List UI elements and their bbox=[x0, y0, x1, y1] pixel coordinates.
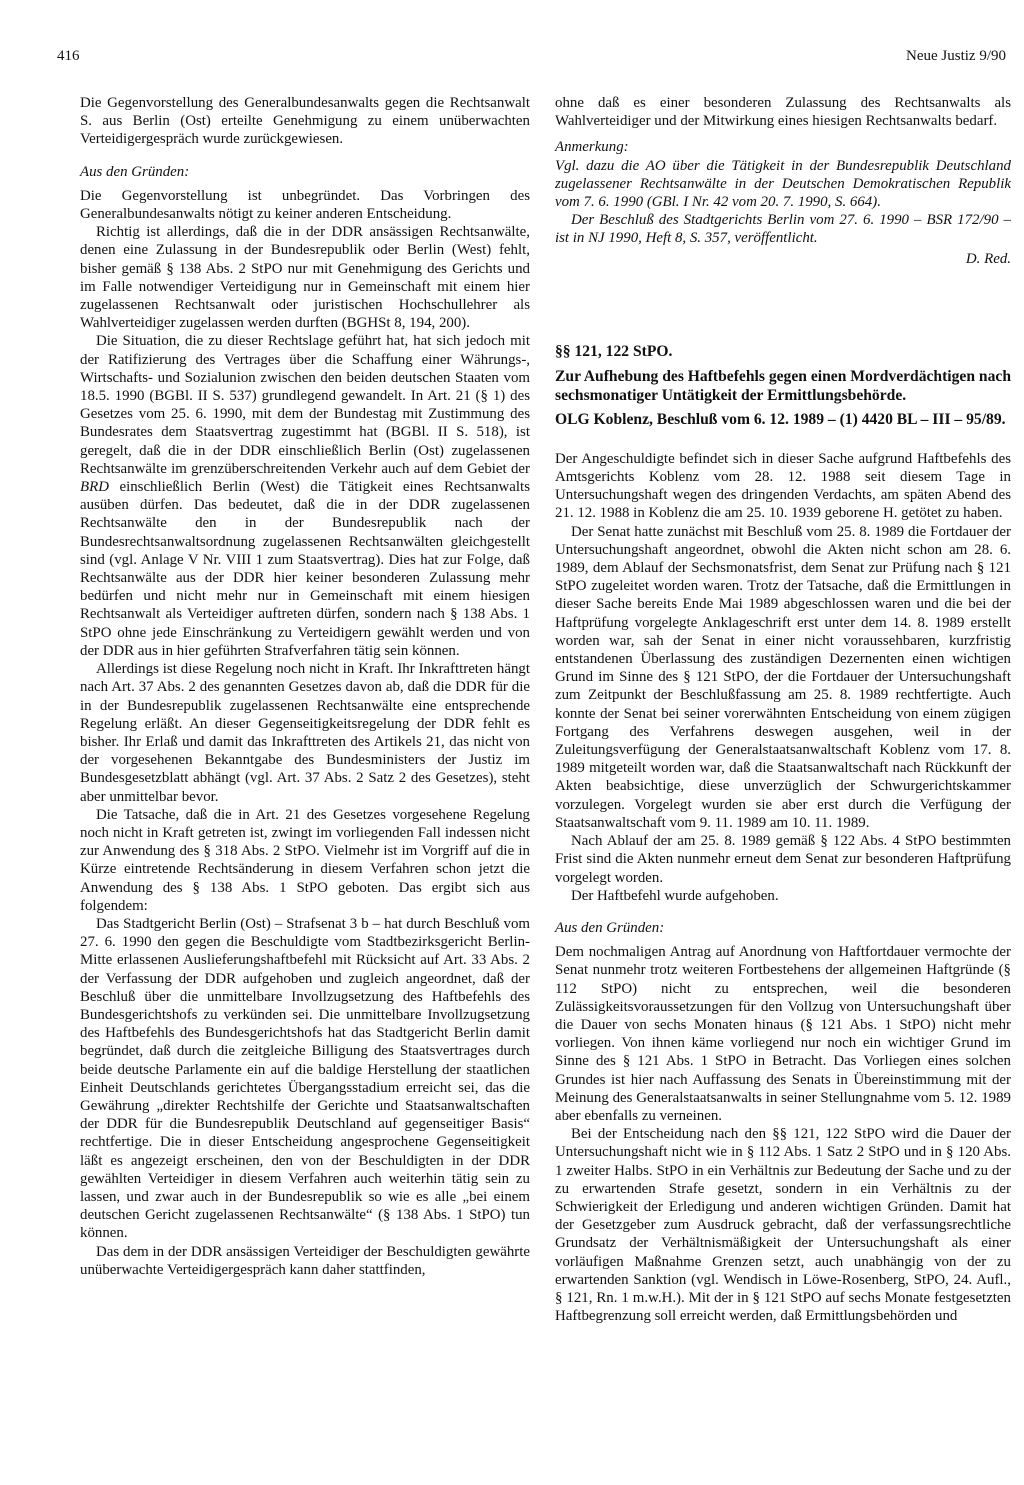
italic-text-run: BRD bbox=[80, 479, 109, 496]
summary-paragraph: Die Gegenvorstellung des Generalbundesanwalts gegen die Rechtsanwalt S. aus Berlin (Ost) erteilte Genehmigung zu einem unüberwachten Verteidigergespräch wurde zurückgewiesen. bbox=[80, 95, 530, 148]
body-paragraph bbox=[80, 332, 530, 660]
body-paragraph: Allerdings ist diese Regelung noch nicht in Kraft. Ihr Inkrafttreten hängt nach Art. 37 Abs. 2 des genannten Gesetzes davon ab, daß die DDR für die in der Bundesrepublik zugelassenen Rechtsanwälte eine entsprechende Regelung erläßt. An dieser Gegenseitigkeitsregelung der DDR fehlt es bisher. Ihr Erlaß und damit das Inkrafttreten des Artikels 21, das nicht von der vorgesehenen Bekanntgabe des Bundesministers der Justiz im Bundesgesetzblatt abhängt (vgl. Art. 37 Abs. 2 Satz 2 des Gesetzes), steht aber unmittelbar bevor. bbox=[80, 661, 530, 805]
body-paragraph: Der Haftbefehl wurde aufgehoben. bbox=[571, 887, 779, 904]
body-paragraph: Die Tatsache, daß die in Art. 21 des Gesetzes vorgesehene Regelung noch nicht in Kraft getreten ist, zwingt im vorliegenden Fall indessen nicht zur Anwendung des § 318 Abs. 2 StPO. Vielmehr ist im Vorgriff auf die in Kürze eintretende Rechtsänderung in diesem Verfahren schon jetzt die Anwendung des § 138 Abs. 1 StPO geboten. Das ergibt sich aus folgendem: bbox=[80, 806, 530, 914]
section-heading-reasons: Aus den Gründen: bbox=[80, 163, 190, 180]
left-column bbox=[80, 94, 530, 1279]
body-paragraph: Bei der Entscheidung nach den §§ 121, 122 StPO wird die Dauer der Untersuchungshaft nicht wie in § 112 Abs. 1 Satz 2 StPO und in § 120 Abs. 1 zweiter Halbs. StPO in ein Verhältnis zur Bedeutung der Sache und zu der zu erwartenden Strafe gesetzt, sondern in ein Verhältnis zu der Schwierigkeit der Erledigung und anderen wichtigen Gründen. Damit hat der Gesetzgeber zum Ausdruck gebracht, daß der verfassungsrechtliche Grundsatz der Verhältnismäßigkeit der Untersuchungshaft als einer vorläufigen Maßnahme Grenzen setzt, auch unabhängig von der zu erwartenden Sanktion (vgl. Wendisch in Löwe-Rosenberg, StPO, 24. Aufl., § 121, Rn. 1 m.w.H.). Mit der in § 121 StPO auf sechs Monate festgesetzten Haftbegrenzung soll erreicht werden, daß Ermittlungsbehörden und bbox=[555, 1126, 1011, 1325]
body-paragraph: Dem nochmaligen Antrag auf Anordnung von Haftfortdauer vermochte der Senat nunmehr trotz weiteren Fortbestehens der allgemeinen Haftgründe (§ 112 StPO) nicht zu entsprechen, weil die besonderen Zulässigkeitsvoraussetzungen für den Vollzug von Untersuchungshaft über die Dauer von sechs Monaten hinaus (§ 121 Abs. 1 StPO) nicht mehr vorliegen. Von ihnen käme vorliegend nur noch ein wichtiger Grund im Sinne des § 121 Abs. 1 StPO in Betracht. Das Vorliegen eines solchen Grundes ist hier nach Auffassung des Senats in Übereinstimmung mit der Meinung des Generalstaatsanwalts in seiner Stellungnahme vom 5. 12. 1989 aber ebenfalls zu verneinen. bbox=[555, 944, 1011, 1124]
case-statute-reference: §§ 121, 122 StPO. bbox=[555, 342, 673, 360]
body-paragraph: Richtig ist allerdings, daß die in der DDR ansässigen Rechtsanwälte, denen eine Zulassung in der Bundesrepublik oder Berlin (West) fehlt, bisher gemäß § 138 Abs. 2 StPO nur mit Genehmigung des Gerichts und im Falle notwendiger Verteidigung nur in Gemeinschaft mit einem hier zugelassenen Rechtsanwalt oder juristischen Hochschullehrer als Wahlverteidiger zugelassen werden durften (BGHSt 8, 194, 200). bbox=[80, 224, 530, 332]
note-paragraph: Vgl. dazu die AO über die Tätigkeit in der Bundesrepublik Deutschland zugelassener Rechtsanwälte in der Deutschen Demokratischen Republik vom 7. 6. 1990 (GBl. I Nr. 42 vom 20. 7. 1990, S. 664). bbox=[555, 157, 1011, 211]
note-heading: Anmerkung: bbox=[555, 139, 629, 156]
page-number: 416 bbox=[57, 48, 80, 64]
editorial-signature: D. Red. bbox=[965, 250, 1011, 267]
case-title: Zur Aufhebung des Haftbefehls gegen einen Mordverdächtigen nach sechsmonatiger Untätigkeit der Ermittlungsbehörde. bbox=[555, 367, 1011, 404]
text-run: Die Situation, die zu dieser Rechtslage geführt hat, hat sich jedoch mit der Ratifizierung des Vertrages über die Schaffung einer Währungs-, Wirtschafts- und Sozialunion zwischen den beiden deutschen Staaten vom 18.5. 1990 (BGBl. II S. 537) grundlegend gewandelt. In Art. 21 (§ 1) des Gesetzes vom 25. 6. 1990, mit dem der Bundestag mit Zustimmung des Bundesrates dem Staatsvertrag zugestimmt hat (BGBl. II S. 518), ist geregelt, daß die in der DDR einschließlich Berlin (Ost) zugelassenen Rechtsanwälte im grenzüberschreitenden Verkehr auch auf dem Gebiet der bbox=[80, 333, 530, 477]
section-heading-reasons: Aus den Gründen: bbox=[555, 919, 665, 936]
body-paragraph: Die Gegenvorstellung ist unbegründet. Das Vorbringen des Generalbundesanwalts nötigt zu keiner anderen Entscheidung. bbox=[80, 187, 530, 223]
note-paragraph: Der Beschluß des Stadtgerichts Berlin vom 27. 6. 1990 – BSR 172/90 – ist in NJ 1990, Heft 8, S. 357, veröffentlicht. bbox=[555, 212, 1011, 247]
case-court-citation: OLG Koblenz, Beschluß vom 6. 12. 1989 – (1) 4420 BL – III – 95/89. bbox=[555, 410, 1006, 428]
body-paragraph: Der Angeschuldigte befindet sich in dieser Sache aufgrund Haftbefehls des Amtsgerichts Koblenz vom 28. 12. 1988 seit diesem Tage in Untersuchungshaft wegen des dringenden Verdachts, am späten Abend des 21. 12. 1988 in Koblenz die am 25. 10. 1939 geborene H. getötet zu haben. bbox=[555, 450, 1011, 522]
journal-issue: Neue Justiz 9/90 bbox=[906, 48, 1006, 64]
editorial-note bbox=[555, 157, 1011, 248]
body-paragraph: Der Senat hatte zunächst mit Beschluß vom 25. 8. 1989 die Fortdauer der Untersuchungshaft angeordnet, obwohl die Akten nicht schon am 28. 6. 1989, dem Ablauf der Sechsmonatsfrist, dem Senat zur Prüfung nach § 121 StPO zugeleitet worden waren. Trotz der Tatsache, daß die Ermittlungen in dieser Sache bereits Ende Mai 1989 abgeschlossen waren und die bei der Haftprüfung vorgelegte Anklageschrift erst unter dem 14. 8. 1989 erstellt worden war, sah der Senat in einer nicht voraussehbaren, kurzfristig entstandenen Überlassung des zuständigen Dezernenten einen wichtigen Grund im Sinne des § 121 StPO, der die Fortdauer der Untersuchungshaft zum Zeitpunkt der Beschlußfassung am 25. 8. 1989 rechtfertigte. Auch konnte der Senat bei seiner vorerwähnten Entscheidung von einem zügigen Fortgang des Verfahrens deswegen ausgehen, weil in der Zuleitungsverfügung der Generalstaatsanwaltschaft Koblenz vom 17. 8. 1989 mitgeteilt worden war, daß die Staatsanwaltschaft nach Rückkunft der Akten beabsichtige, diese unverzüglich der Schwurgerichtskammer vorzulegen. Vorgelegt wurden sie aber erst durch die Verfügung der Staatsanwaltschaft vom 9. 11. 1989 am 10. 11. 1989. bbox=[555, 523, 1011, 831]
page-header bbox=[57, 48, 1006, 70]
body-paragraph: Das Stadtgericht Berlin (Ost) – Strafsenat 3 b – hat durch Beschluß vom 27. 6. 1990 den gegen die Beschuldigte vom Stadtbezirksgericht Berlin-Mitte erlassenen Auslieferungshaftbefehl mit Rücksicht auf Art. 33 Abs. 2 der Verfassung der DDR aufgehoben und zugleich angeordnet, daß der Beschluß über die unmittelbare Invollzugsetzung des Haftbefehls des Bundesgerichtshofs zu verkünden sei. Die unmittelbare Invollzugsetzung des Haftbefehls des Bundesgerichtshofs hat das Stadtgericht Berlin damit begründet, daß durch die zeitgleiche Billigung des Staatsvertrages durch beide deutsche Parlamente ein auf die baldige Herstellung der staatlichen Einheit Deutschlands gerichtetes Übergangsstadium erreicht sei, das die Gewährung „direkter Rechtshilfe der Gerichte und Staatsanwaltschaften der DDR für die Bundesrepublik Deutschland auf gegenseitiger Basis“ rechtfertige. Die in dieser Entscheidung angesprochene Gegenseitigkeit läßt es angezeigt erscheinen, den von der Beschuldigten in der DDR gewählten Verteidiger in diesem Verfahren auch weiterhin tätig sein zu lassen, und zwar auch in der Bundesrepublik so wie es alle „bei einem deutschen Gericht zugelassenen Rechtsanwälte“ (§ 138 Abs. 1 StPO) tun können. bbox=[80, 915, 530, 1242]
text-run: einschließlich Berlin (West) die Tätigkeit eines Rechtsanwalts ausüben dürfen. Das bedeutet, daß die in der DDR zugelassenen Rechtsanwälte den in der Bundesrepublik nach der Bundesrechtsanwaltsordnung zugelassenen Rechtsanwälten gleichgestellt sind (vgl. Anlage V Nr. VIII 1 zum Staatsvertrag). Dies hat zur Folge, daß Rechtsanwälte aus der DDR hier keiner besonderen Zulassung mehr bedürfen und nicht mehr nur in Gemeinschaft mit einem hiesigen Rechtsanwalt als Verteidiger auftreten dürfen, sondern nach § 138 Abs. 1 StPO ohne jede Einschränkung zu Verteidigern gewählt werden und von der DDR aus in hier geführten Strafverfahren tätig sein können. bbox=[80, 479, 530, 659]
body-paragraph: ohne daß es einer besonderen Zulassung des Rechtsanwalts als Wahlverteidiger und der Mitwirkung eines hiesigen Rechtsanwalts bedarf. bbox=[555, 95, 1011, 130]
right-column bbox=[555, 94, 1011, 1325]
body-paragraph: Das dem in der DDR ansässigen Verteidiger der Beschuldigten gewährte unüberwachte Verteidigergespräch kann daher stattfinden, bbox=[80, 1243, 530, 1278]
body-paragraph: Nach Ablauf der am 25. 8. 1989 gemäß § 122 Abs. 4 StPO bestimmten Frist sind die Akten nunmehr erneut dem Senat zur besonderen Haftprüfung vorgelegt worden. bbox=[555, 833, 1011, 886]
